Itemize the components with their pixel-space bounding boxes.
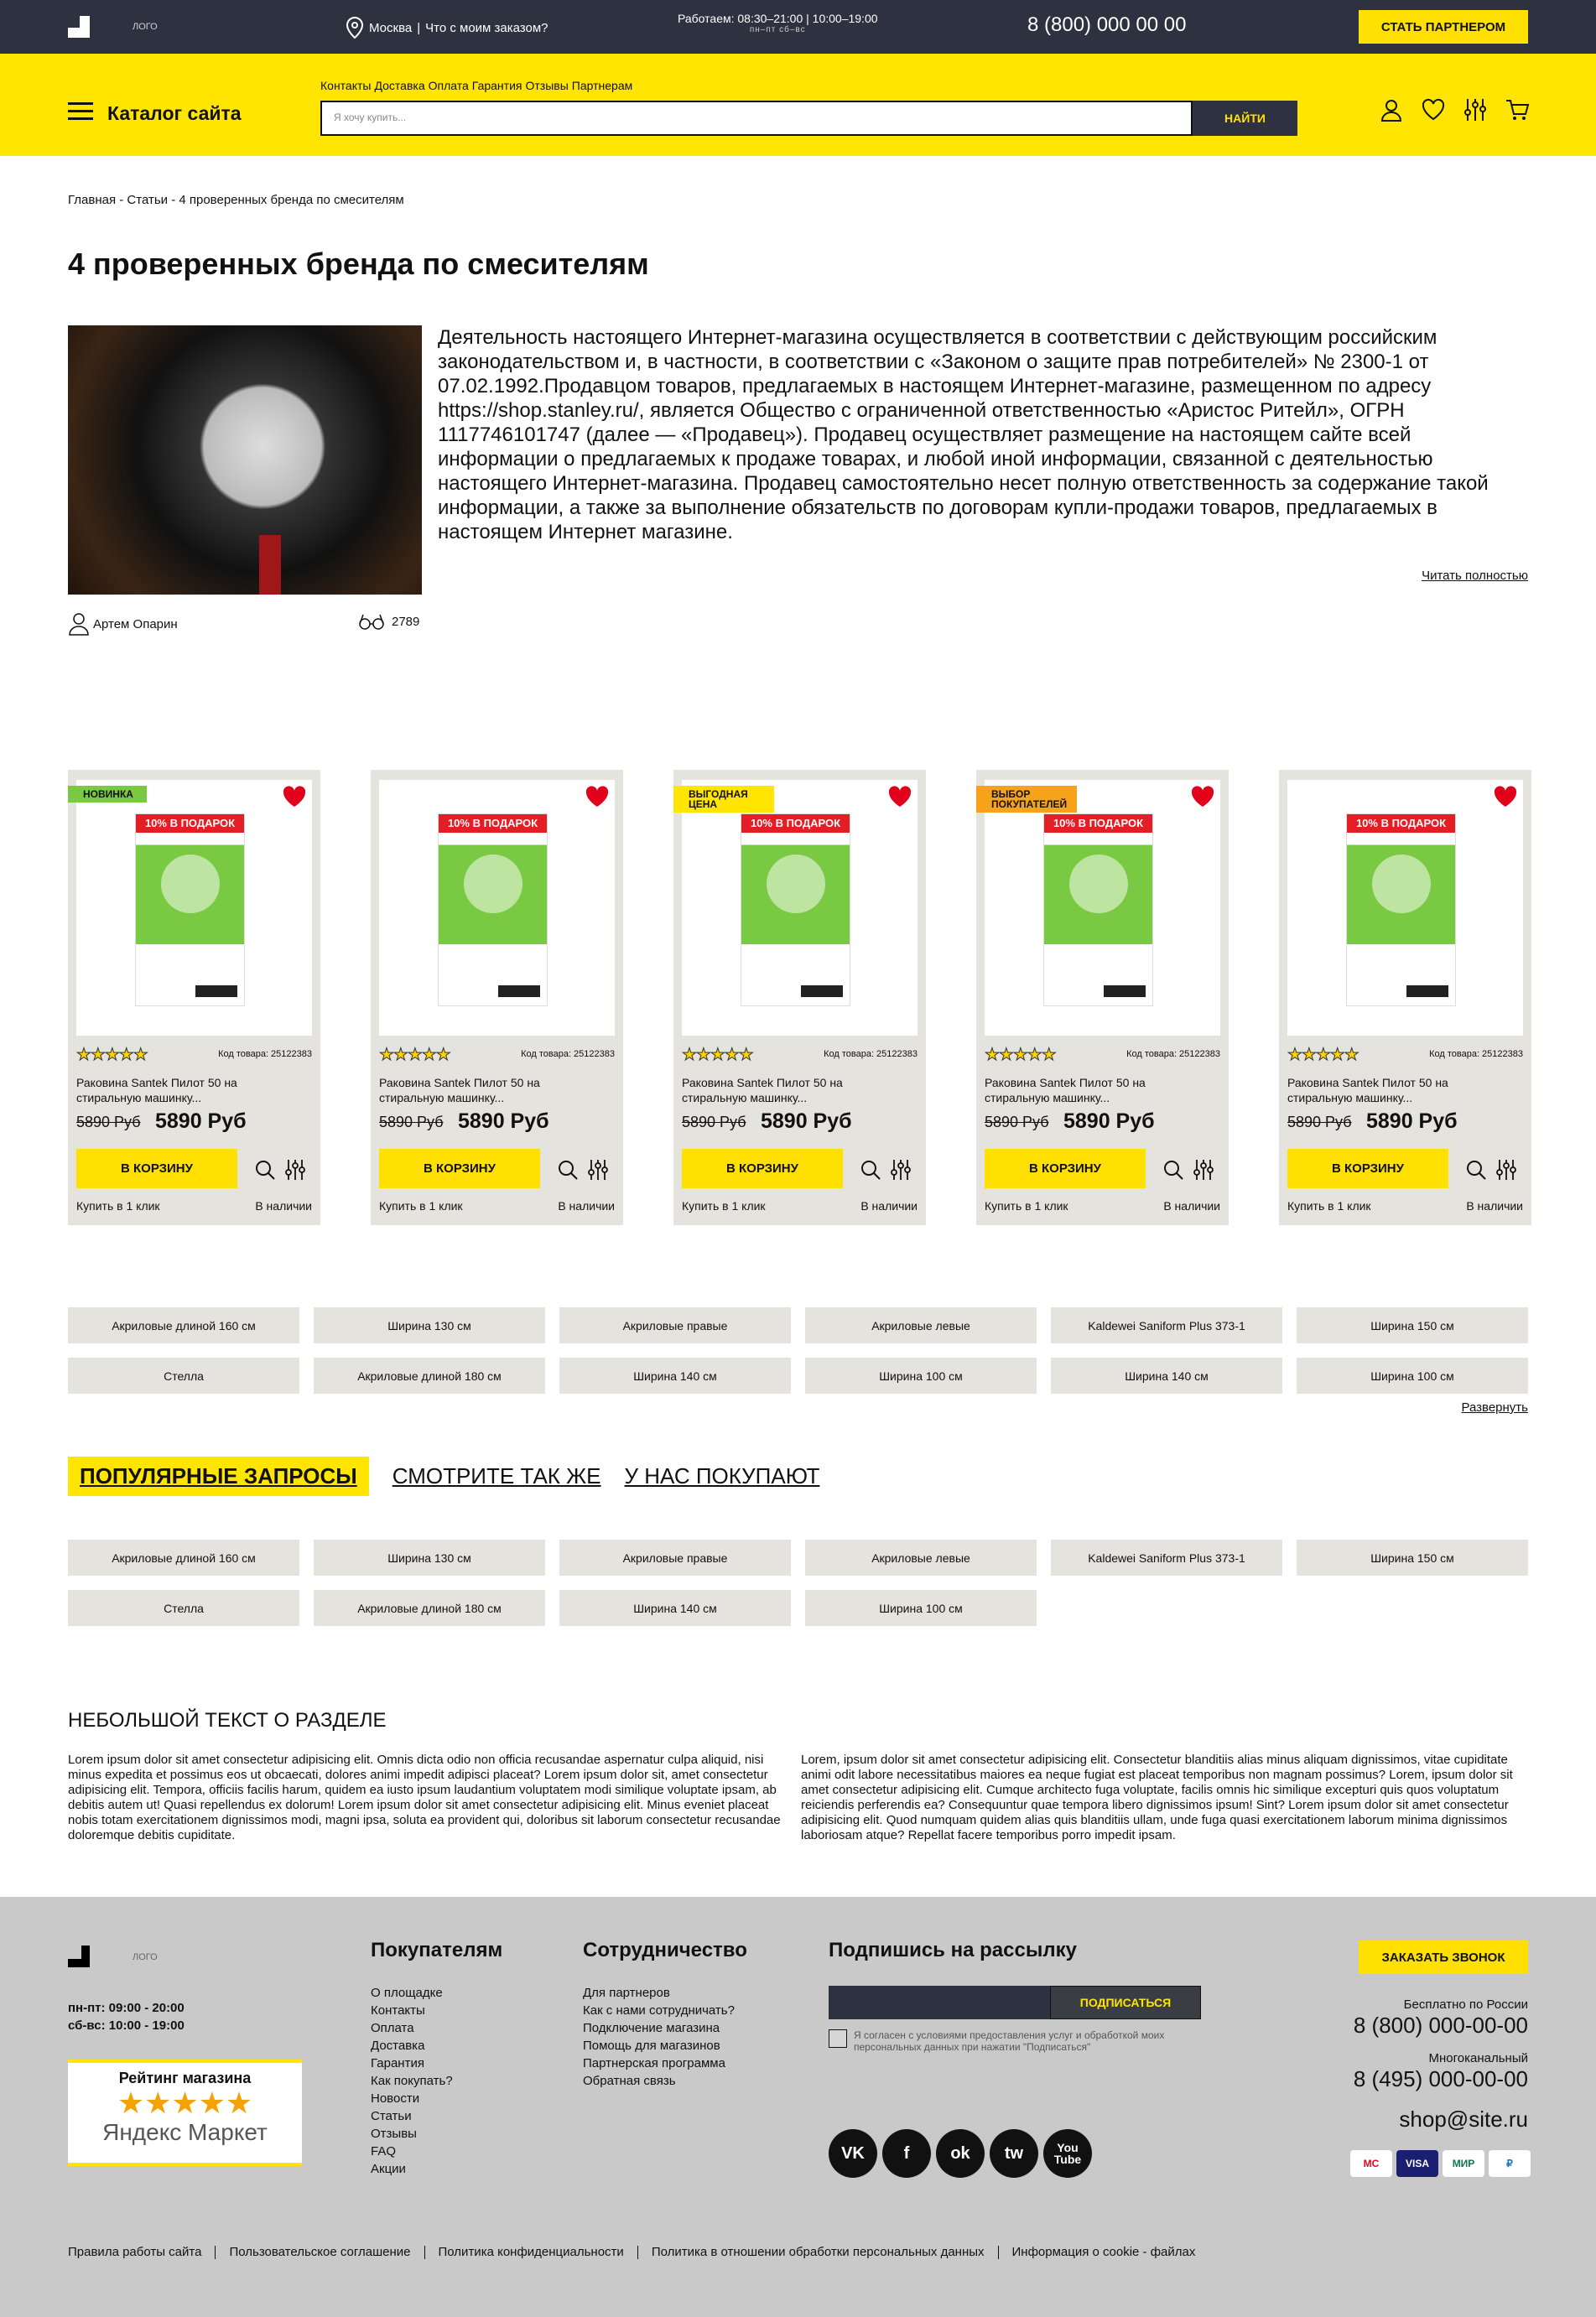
buy-one-click-link[interactable]: Купить в 1 клик <box>985 1199 1068 1213</box>
rating-stars: ★★★★★ <box>117 2086 253 2120</box>
multi-phone[interactable]: 8 (495) 000-00-00 <box>1353 2066 1528 2091</box>
free-phone-label: Бесплатно по России <box>1403 1998 1528 2012</box>
tag-list-popular <box>68 1540 1528 1626</box>
promo-stripe: 10% В ПОДАРОК <box>1347 814 1455 833</box>
product-price: 5890 Руб <box>761 1109 852 1133</box>
legal-link[interactable]: Политика в отношении обработки персональных данных <box>637 2246 998 2259</box>
footer-link[interactable]: Статьи <box>371 2109 412 2123</box>
tag-chip[interactable]: Акриловые левые <box>805 1307 1037 1343</box>
about-text-left: Lorem ipsum dolor sit amet consectetur adipisicing elit. Omnis dicta odio non officia recusandae aspernatur culpa aliquid, nisi minus expedita et possimus eos ut obcaecati, dolores animi impedit adipisci placeat? Lorem ipsum dolor sit, amet consectetur adipisicing elit. Tempora, officiis facilis harum, quidem ea iusto ipsum laudantium voluptatem modi similique voluptate ipsam, ab debitis autem ut! Quasi repellendus ex dolorum! Lorem ipsum dolor sit amet consectetur adipisicing elit. Minus eveniet placeat nobis totam exercitationem dignissimos modi, magni ipsa, soluta ea provident qui, doloribus sit laborum consectetur recusandae doloremque debitis cupiditate. <box>68 1753 781 1842</box>
buyers-title: Покупателям <box>371 1939 503 1961</box>
youtube-icon[interactable]: You Tube <box>1043 2129 1092 2178</box>
tag-chip[interactable]: Ширина 100 см <box>1297 1358 1528 1394</box>
tag-chip[interactable]: Акриловые правые <box>559 1307 791 1343</box>
product-availability: В наличии <box>1163 1199 1220 1213</box>
quick-view-search-icon[interactable] <box>254 1159 276 1181</box>
footer-logo-icon[interactable] <box>68 1946 90 1967</box>
product-package-image <box>1043 813 1153 1006</box>
article-image <box>68 325 422 595</box>
buy-one-click-link[interactable]: Купить в 1 клик <box>1287 1199 1371 1213</box>
footer-link[interactable]: Как с нами сотрудничать? <box>583 2003 735 2018</box>
package-logo <box>464 855 522 913</box>
footer-link[interactable]: Контакты <box>371 2003 425 2018</box>
quick-view-search-icon[interactable] <box>1465 1159 1487 1181</box>
query-tabs <box>68 1457 819 1496</box>
hours-days: пн–пт сб–вс <box>749 25 806 34</box>
product-old-price: 5890 Руб <box>76 1114 141 1130</box>
tag-chip[interactable]: Ширина 130 см <box>314 1307 545 1343</box>
user-icon <box>68 612 90 636</box>
add-to-cart-button[interactable]: В КОРЗИНУ <box>985 1149 1146 1188</box>
product-old-price: 5890 Руб <box>1287 1114 1352 1130</box>
about-heading: НЕБОЛЬШОЙ ТЕКСТ О РАЗДЕЛЕ <box>68 1709 387 1732</box>
social-links <box>829 2129 1092 2178</box>
product-availability: В наличии <box>558 1199 615 1213</box>
favorite-heart-icon[interactable] <box>1190 785 1215 808</box>
product-availability: В наличии <box>255 1199 312 1213</box>
product-sku: Код товара: 25122383 <box>1429 1049 1523 1059</box>
tag-chip[interactable]: Kaldewei Saniform Plus 373-1 <box>1051 1307 1282 1343</box>
footer-link[interactable]: Доставка <box>371 2039 425 2053</box>
favorite-heart-icon[interactable] <box>585 785 610 808</box>
buy-one-click-link[interactable]: Купить в 1 клик <box>379 1199 463 1213</box>
tab-popular[interactable]: ПОПУЛЯРНЫЕ ЗАПРОСЫ <box>68 1457 369 1496</box>
twitter-icon[interactable]: tw <box>990 2129 1038 2178</box>
header-phone[interactable]: 8 (800) 000 00 00 <box>1027 13 1187 36</box>
package-brand <box>801 985 843 997</box>
location-pin-icon <box>346 17 364 39</box>
work-hours <box>678 12 878 34</box>
article-text: Деятельность настоящего Интернет-магазина осуществляется в соответствии с действующим российским законодательством и, в частности, в соответствии с «Законом о защите прав потребителей» № 2300-1 от 07.02.1992.Продавцом товаров, предлагаемых в настоящем Интернет-магазине, размещенном по адресу https://shop.stanley.ru/, является Общество с ограниченной ответственностью «Аристос Ритейл», ОГРН 1117746101747 (далее — «Продавец»). Продавец осуществляет размещение на настоящем сайте всей информации о предлагаемых к продаже товарах, и любой иной информации, связанной с деятельностью настоящего Интернет-магазина. Продавец самостоятельно несет полную ответственность за содержание такой информации, а также за выполнение обязательств по договорам купли-продажи товаров, предлагаемых в настоящем Интернет магазине. <box>438 326 1489 543</box>
product-name[interactable]: Раковина Santek Пилот 50 на стиральную машинку... <box>985 1076 1146 1104</box>
product-price: 5890 Руб <box>1063 1109 1155 1133</box>
footer-logo-text[interactable]: ЛОГО <box>133 1952 158 1962</box>
read-more-link[interactable]: Читать полностью <box>1422 569 1528 583</box>
package-logo <box>1069 855 1128 913</box>
product-sku: Код товара: 25122383 <box>1126 1049 1220 1059</box>
author-name: Артем Опарин <box>93 616 178 631</box>
product-name[interactable]: Раковина Santek Пилот 50 на стиральную машинку... <box>1287 1076 1448 1104</box>
product-price: 5890 Руб <box>458 1109 549 1133</box>
tag-chip[interactable]: Акриловые длиной 180 см <box>314 1358 545 1394</box>
hours-text: Работаем: 08:30–21:00 | 10:00–19:00 <box>678 12 878 25</box>
hours-weekdays: пн-пт: 09:00 - 20:00 <box>68 2001 185 2015</box>
ruble-icon: ₽ <box>1489 2150 1531 2177</box>
footer-link[interactable]: Оплата <box>371 2021 414 2035</box>
favorite-heart-icon[interactable] <box>887 785 912 808</box>
header-icons <box>1379 97 1530 122</box>
product-rating-stars: ★★★★★ <box>76 1046 148 1064</box>
product-image[interactable] <box>76 780 312 1036</box>
product-sku: Код товара: 25122383 <box>521 1049 615 1059</box>
tag-chip[interactable]: Стелла <box>68 1358 299 1394</box>
footer-link[interactable]: Как покупать? <box>371 2074 453 2088</box>
footer-link[interactable]: Обратная связь <box>583 2074 676 2088</box>
product-package-image <box>135 813 245 1006</box>
product-rating-stars: ★★★★★ <box>1287 1046 1359 1064</box>
buy-one-click-link[interactable]: Купить в 1 клик <box>76 1199 160 1213</box>
footer <box>0 1897 1596 2317</box>
product-package-image <box>1346 813 1456 1006</box>
tag-chip[interactable]: Ширина 150 см <box>1297 1307 1528 1343</box>
request-call-button[interactable]: ЗАКАЗАТЬ ЗВОНОК <box>1359 1940 1528 1974</box>
tag-chip[interactable]: Акриловые правые <box>559 1540 791 1576</box>
tag-chip[interactable]: Ширина 100 см <box>805 1590 1037 1626</box>
footer-link[interactable]: Акции <box>371 2162 406 2176</box>
product-availability: В наличии <box>860 1199 918 1213</box>
user-icon[interactable] <box>1379 97 1404 122</box>
rating-title: Рейтинг магазина <box>118 2070 252 2086</box>
multi-phone-label: Многоканальный <box>1428 2051 1528 2065</box>
product-card[interactable] <box>976 770 1229 1225</box>
promo-stripe: 10% В ПОДАРОК <box>741 814 850 833</box>
tag-chip[interactable]: Ширина 140 см <box>559 1358 791 1394</box>
tab-bestsellers[interactable]: У НАС ПОКУПАЮТ <box>624 1463 820 1488</box>
product-card[interactable] <box>68 770 320 1225</box>
subscribe-email-input[interactable] <box>829 1986 1050 2019</box>
nav-link-warranty[interactable]: Гарантия <box>471 79 522 92</box>
footer-link[interactable]: Помощь для магазинов <box>583 2039 720 2053</box>
mastercard-icon: MC <box>1350 2150 1392 2177</box>
compare-icon[interactable] <box>1495 1159 1517 1181</box>
product-sku: Код товара: 25122383 <box>824 1049 918 1059</box>
tag-chip[interactable]: Kaldewei Saniform Plus 373-1 <box>1051 1540 1282 1576</box>
buy-one-click-link[interactable]: Купить в 1 клик <box>682 1199 766 1213</box>
favorite-heart-icon[interactable] <box>282 785 307 808</box>
product-price: 5890 Руб <box>1366 1109 1458 1133</box>
product-rating-stars: ★★★★★ <box>682 1046 753 1064</box>
nav-link-partners[interactable]: Партнерам <box>571 79 633 92</box>
rating-brand: Яндекс Маркет <box>102 2119 268 2145</box>
nav-link-reviews[interactable]: Отзывы <box>525 79 569 92</box>
footer-link[interactable]: Подключение магазина <box>583 2021 720 2035</box>
tag-chip[interactable]: Стелла <box>68 1590 299 1626</box>
menu-burger-icon[interactable] <box>68 102 93 122</box>
consent-checkbox[interactable] <box>829 2029 847 2048</box>
tag-chip[interactable]: Ширина 140 см <box>1051 1358 1282 1394</box>
compare-icon[interactable] <box>890 1159 912 1181</box>
package-brand <box>1104 985 1146 997</box>
footer-link[interactable]: Гарантия <box>371 2056 424 2070</box>
footer-bottom-links <box>68 2246 1209 2259</box>
product-package-image <box>438 813 548 1006</box>
logo-icon[interactable] <box>68 16 90 38</box>
product-old-price: 5890 Руб <box>682 1114 746 1130</box>
footer-link[interactable]: FAQ <box>371 2144 397 2159</box>
footer-email[interactable]: shop@site.ru <box>1399 2107 1528 2132</box>
package-logo <box>161 855 220 913</box>
product-package-image <box>741 813 850 1006</box>
cart-icon[interactable] <box>1505 97 1530 122</box>
add-to-cart-button[interactable]: В КОРЗИНУ <box>379 1149 540 1188</box>
add-to-cart-button[interactable]: В КОРЗИНУ <box>76 1149 237 1188</box>
facebook-icon[interactable]: f <box>882 2129 931 2178</box>
legal-link[interactable]: Политика конфиденциальности <box>424 2246 637 2259</box>
page-title: 4 проверенных бренда по смесителям <box>68 247 649 281</box>
promo-stripe: 10% В ПОДАРОК <box>1044 814 1152 833</box>
tag-chip[interactable]: Акриловые длиной 160 см <box>68 1540 299 1576</box>
product-badge: НОВИНКА <box>68 786 147 803</box>
legal-link[interactable]: Информация о cookie - файлах <box>998 2246 1209 2259</box>
product-card[interactable] <box>673 770 926 1225</box>
footer-hours <box>68 1999 185 2034</box>
tag-chip[interactable]: Акриловые длиной 160 см <box>68 1307 299 1343</box>
footer-link[interactable]: Новости <box>371 2091 420 2106</box>
add-to-cart-button[interactable]: В КОРЗИНУ <box>1287 1149 1448 1188</box>
package-brand <box>498 985 540 997</box>
product-image[interactable] <box>379 780 615 1036</box>
city-selector[interactable]: Москва | Что с моим заказом? <box>346 17 548 39</box>
search-button[interactable]: НАЙТИ <box>1193 101 1297 136</box>
become-partner-button[interactable]: СТАТЬ ПАРТНЕРОМ <box>1359 10 1528 44</box>
consent-row <box>829 2029 1206 2053</box>
expand-link[interactable]: Развернуть <box>1461 1400 1528 1415</box>
favorite-heart-icon[interactable] <box>1493 785 1518 808</box>
free-phone[interactable]: 8 (800) 000-00-00 <box>1353 2013 1528 2038</box>
article-author <box>68 612 178 636</box>
mir-icon: МИР <box>1443 2150 1484 2177</box>
article-views <box>358 612 419 631</box>
order-status-link[interactable]: Что с моим заказом? <box>425 20 548 35</box>
about-text-right: Lorem, ipsum dolor sit amet consectetur adipisicing elit. Consectetur blanditiis alias minus aliquam dignissimos, vitae cupiditate animi odit labore necessitatibus maiores ea neque fugiat est placeat temporibus non magnam possimus? Lorem, ipsum dolor sit amet consectetur adipisicing elit. Cumque architecto fuga voluptate, facilis omnis hic similique excepturi quis quos voluptatum reiciendis perferendis ea? Consequuntur quae tempora libero dignissimos ipsum! Sint? Lorem ipsum dolor sit amet consectetur adipisicing elit. Quod numquam quidem alias quis blanditiis ullam, unde fuga quasi exercitationem laborum minima dignissimos laboriosam atque? Repellat facere temporibus porro impedit ipsam. <box>801 1753 1513 1842</box>
glasses-icon <box>358 612 385 631</box>
product-rating-stars: ★★★★★ <box>379 1046 450 1064</box>
product-old-price: 5890 Руб <box>379 1114 444 1130</box>
coop-title: Сотрудничество <box>583 1939 747 1961</box>
package-logo <box>767 855 825 913</box>
breadcrumb[interactable]: Главная - Статьи - 4 проверенных бренда по смесителям <box>68 193 404 207</box>
product-name[interactable]: Раковина Santek Пилот 50 на стиральную машинку... <box>379 1076 540 1104</box>
quick-view-search-icon[interactable] <box>557 1159 579 1181</box>
vk-icon[interactable]: VK <box>829 2129 877 2178</box>
product-badge: ВЫГОДНАЯ ЦЕНА <box>673 786 774 813</box>
tag-chip[interactable]: Акриловые левые <box>805 1540 1037 1576</box>
visa-icon: VISA <box>1396 2150 1438 2177</box>
logo-text[interactable]: ЛОГО <box>133 22 158 32</box>
legal-link[interactable]: Правила работы сайта <box>68 2245 202 2259</box>
product-image[interactable] <box>1287 780 1523 1036</box>
tag-chip[interactable]: Ширина 150 см <box>1297 1540 1528 1576</box>
subscribe-button[interactable]: ПОДПИСАТЬСЯ <box>1050 1986 1201 2019</box>
product-availability: В наличии <box>1466 1199 1523 1213</box>
product-price: 5890 Руб <box>155 1109 247 1133</box>
package-brand <box>1406 985 1448 997</box>
odnoklassniki-icon[interactable]: ok <box>936 2129 985 2178</box>
footer-link[interactable]: Отзывы <box>371 2127 417 2141</box>
product-name[interactable]: Раковина Santek Пилот 50 на стиральную машинку... <box>76 1076 237 1104</box>
product-card[interactable] <box>371 770 623 1225</box>
package-brand <box>195 985 237 997</box>
city-name[interactable]: Москва <box>369 20 413 35</box>
promo-stripe: 10% В ПОДАРОК <box>136 814 244 833</box>
compare-icon[interactable] <box>1463 97 1488 122</box>
footer-coop-column <box>583 1939 747 2090</box>
product-image[interactable] <box>682 780 918 1036</box>
tag-list-top <box>68 1307 1528 1394</box>
tag-chip[interactable]: Ширина 130 см <box>314 1540 545 1576</box>
compare-icon[interactable] <box>587 1159 609 1181</box>
product-sku: Код товара: 25122383 <box>218 1049 312 1059</box>
tab-see-also[interactable]: СМОТРИТЕ ТАК ЖЕ <box>392 1463 601 1488</box>
tag-chip[interactable]: Акриловые длиной 180 см <box>314 1590 545 1626</box>
footer-buyers-column <box>371 1939 502 2178</box>
nav-link-delivery[interactable]: Доставка <box>374 79 425 92</box>
payment-methods <box>1350 2150 1531 2177</box>
legal-link[interactable]: Пользовательское соглашение <box>215 2246 424 2259</box>
subscribe-title: Подпишись на рассылку <box>829 1939 1077 1961</box>
header-nav <box>320 79 632 92</box>
catalog-button[interactable]: Каталог сайта <box>107 102 242 124</box>
product-badge: ВЫБОР ПОКУПАТЕЛЕЙ <box>976 786 1077 813</box>
product-list <box>68 770 1531 1225</box>
quick-view-search-icon[interactable] <box>860 1159 881 1181</box>
compare-icon[interactable] <box>1193 1159 1214 1181</box>
footer-subscribe-column <box>829 1939 1077 1984</box>
footer-link[interactable]: Для партнеров <box>583 1986 670 2000</box>
product-old-price: 5890 Руб <box>985 1114 1049 1130</box>
shop-rating-widget[interactable] <box>68 2060 302 2166</box>
tag-chip[interactable]: Ширина 140 см <box>559 1590 791 1626</box>
tag-chip[interactable]: Ширина 100 см <box>805 1358 1037 1394</box>
hours-weekend: сб-вс: 10:00 - 19:00 <box>68 2018 185 2033</box>
footer-link[interactable]: Партнерская программа <box>583 2056 725 2070</box>
nav-link-contacts[interactable]: Контакты <box>320 79 372 92</box>
add-to-cart-button[interactable]: В КОРЗИНУ <box>682 1149 843 1188</box>
search-input[interactable]: Я хочу купить... <box>320 101 1193 136</box>
top-bar <box>0 0 1596 54</box>
heart-icon[interactable] <box>1421 97 1446 122</box>
nav-link-payment[interactable]: Оплата <box>428 79 469 92</box>
quick-view-search-icon[interactable] <box>1162 1159 1184 1181</box>
product-image[interactable] <box>985 780 1220 1036</box>
product-name[interactable]: Раковина Santek Пилот 50 на стиральную машинку... <box>682 1076 843 1104</box>
main-header <box>0 54 1596 156</box>
consent-text: Я согласен с условиями предоставления услуг и обработкой моих персональных данных при нажатии "Подписаться" <box>854 2029 1165 2053</box>
package-logo <box>1372 855 1431 913</box>
footer-link[interactable]: О площадке <box>371 1986 443 2000</box>
views-count: 2789 <box>392 614 420 629</box>
product-card[interactable] <box>1279 770 1531 1225</box>
compare-icon[interactable] <box>284 1159 306 1181</box>
promo-stripe: 10% В ПОДАРОК <box>439 814 547 833</box>
product-rating-stars: ★★★★★ <box>985 1046 1056 1064</box>
